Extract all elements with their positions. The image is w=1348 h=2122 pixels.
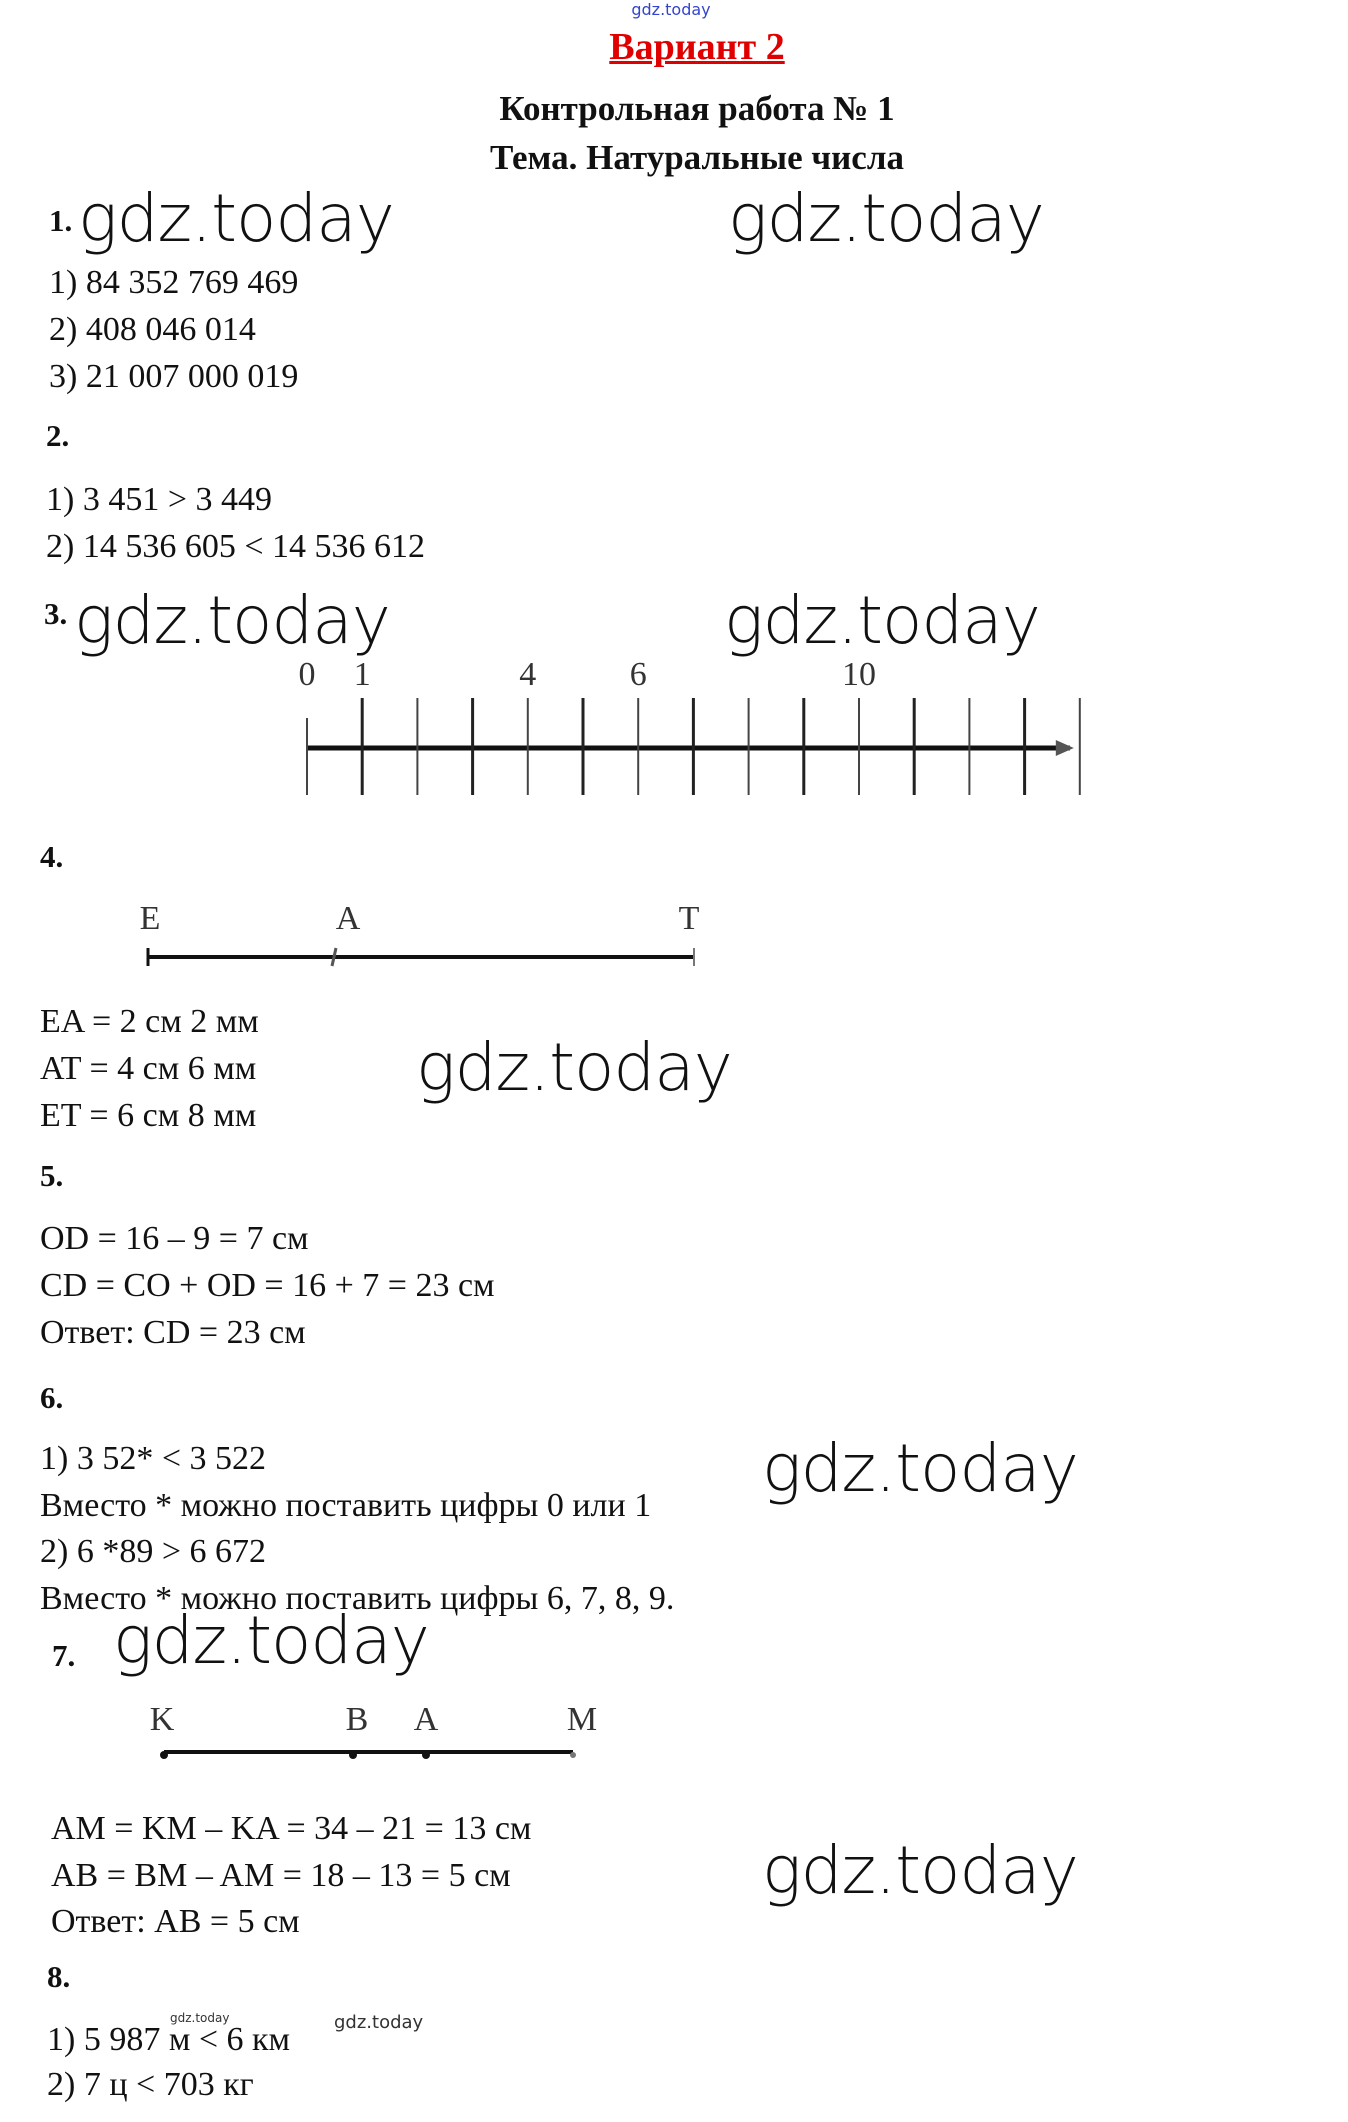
watermark: gdz.today [113,1602,429,1679]
task-2-line: 2) 14 536 605 < 14 536 612 [46,528,425,565]
task-1-number: 1. [49,203,73,238]
variant-heading: Вариант 2 [609,26,785,68]
task-2-number: 2. [46,418,70,453]
watermark: gdz.today [728,180,1044,257]
page-title: Контрольная работа № 1 [499,89,895,128]
task-4-line: EA = 2 см 2 мм [40,1003,259,1040]
number-line-label: 4 [519,656,537,693]
watermark: gdz.today [724,582,1040,659]
point-label-t: T [678,900,700,937]
watermark: gdz.today [78,180,394,257]
number-line-label: 6 [629,656,647,693]
task-4-number: 4. [40,839,64,874]
point-label-a: A [335,900,361,937]
task-8-line: 1) 5 987 м < 6 км [47,2021,291,2058]
topic-title: Тема. Натуральные числа [490,138,904,177]
task-2-line: 1) 3 451 > 3 449 [46,481,272,518]
task-6-line: Вместо * можно поставить цифры 0 или 1 [40,1487,652,1524]
point-label-e: E [139,900,161,937]
task-5-line: CD = CO + OD = 16 + 7 = 23 см [40,1267,495,1304]
segment-km [160,1751,576,1759]
task-1-line: 1) 84 352 769 469 [49,264,299,301]
task-4-line: AT = 4 см 6 мм [40,1050,257,1087]
task-8-line: 2) 7 ц < 703 кг [47,2066,254,2103]
task-7-line: AM = KM – KA = 34 – 21 = 13 см [51,1810,532,1847]
task-1-line: 2) 408 046 014 [49,311,256,348]
segment-et [148,948,694,966]
task-4-line: ET = 6 см 8 мм [40,1097,257,1134]
number-line-label: 10 [842,656,876,693]
watermark-small: gdz.today [170,2011,230,2025]
arrow-icon [1056,740,1074,756]
task-5-line: Ответ: CD = 23 см [40,1314,306,1351]
task-6-line: 1) 3 52* < 3 522 [40,1440,266,1477]
number-line-label: 1 [353,656,371,693]
watermark: gdz.today [74,582,390,659]
watermark: gdz.today [762,1430,1078,1507]
number-line-label: 0 [298,656,316,693]
watermark: gdz.today [762,1832,1078,1909]
watermark-small: gdz.today [334,2012,424,2033]
task-5-line: OD = 16 – 9 = 7 см [40,1220,309,1257]
task-1-line: 3) 21 007 000 019 [49,358,299,395]
task-6-line: Вместо * можно поставить цифры 6, 7, 8, 9. [40,1580,675,1617]
task-7-line: Ответ: AB = 5 см [51,1903,300,1940]
watermark: gdz.today [416,1029,732,1106]
point-label-m: M [566,1701,598,1738]
task-7-number: 7. [52,1638,76,1673]
task-7-line: AB = BM – AM = 18 – 13 = 5 см [51,1857,511,1894]
task-8-number: 8. [47,1959,71,1994]
task-6-number: 6. [40,1380,64,1415]
task-6-line: 2) 6 *89 > 6 672 [40,1533,266,1570]
number-line [307,698,1080,795]
top-watermark: gdz.today [631,0,711,19]
point-label-k: K [149,1701,175,1738]
task-5-number: 5. [40,1158,64,1193]
point-label-b: B [345,1701,369,1738]
task-3-number: 3. [44,596,68,631]
point-label-a: A [413,1701,439,1738]
